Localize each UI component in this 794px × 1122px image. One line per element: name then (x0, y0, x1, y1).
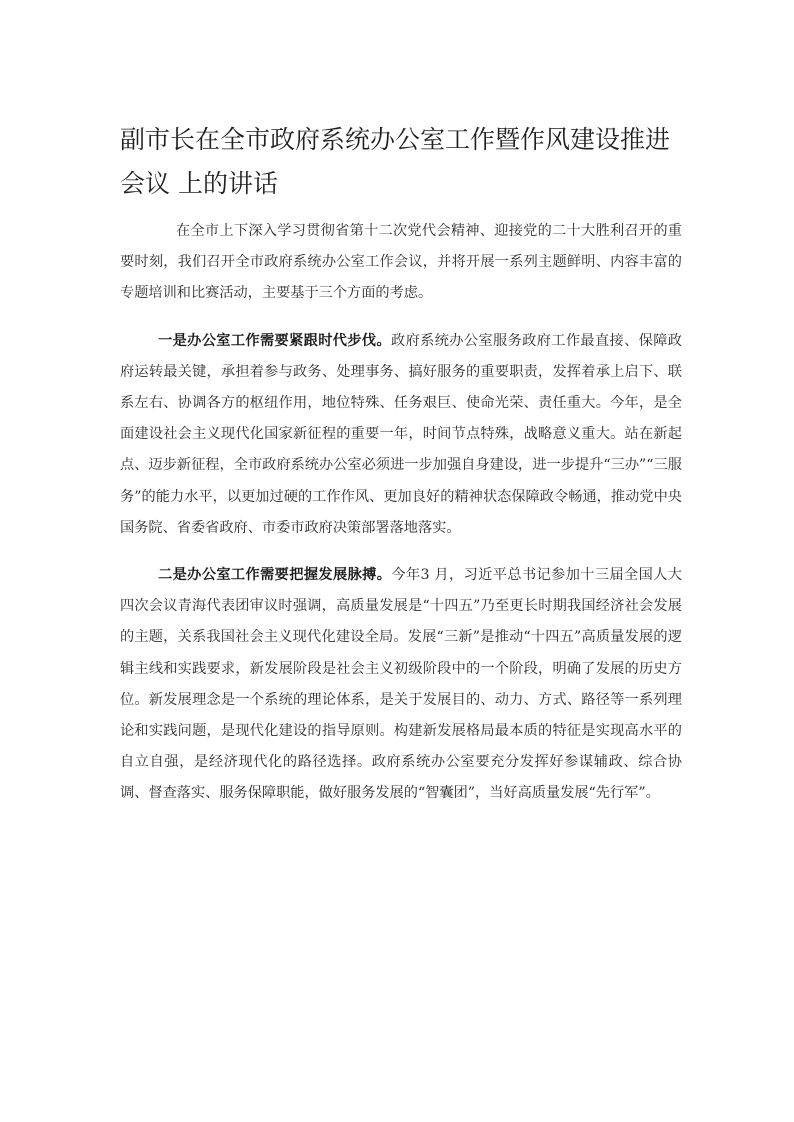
document-body (120, 216, 682, 810)
paragraph-text: 在全市上下深入学习贯彻省第十二次党代会精神、迎接党的二十大胜利召开的重要时刻，我们召开全市政府系统办公室工作会议，并将开展一系列主题鲜明、内容丰富的专题培训和比赛活动，主要基于三个方面的考虑。 (120, 223, 682, 302)
paragraph-point-one (120, 326, 682, 544)
paragraph-intro (120, 216, 682, 310)
paragraph-lead: 二是办公室工作需要把握发展脉搏。 (158, 567, 392, 584)
paragraph-text: 政府系统办公室服务政府工作最直接、保障政府运转最关键，承担着参与政务、处理事务、搞好服务的重要职责，发挥着承上启下、联系左右、协调各方的枢纽作用，地位特殊、任务艰巨、使命光荣、责任重大。今年，是全面建设社会主义现代化国家新征程的重要一年，时间节点特殊，战略意义重大。站在新起点、迈步新征程，全市政府系统办公室必须进一步加强自身建设，进一步提升“三办”“三服务”的能力水平，以更加过硬的工作作风、更加良好的精神状态保障政令畅通，推动党中央国务院、省委省政府、市委市政府决策部署落地落实。 (120, 332, 682, 536)
paragraph-text: 今年3 月，习近平总书记参加十三届全国人大四次会议青海代表团审议时强调，高质量发展是“十四五”乃至更长时期我国经济社会发展的主题，关系我国社会主义现代化建设全局。发展“三新”是推动“十四五”高质量发展的逻辑主线和实践要求，新发展阶段是社会主义初级阶段中的一个阶段，明确了发展的历史方位。新发展理念是一个系统的理论体系，是关于发展目的、动力、方式、路径等一系列理论和实践问题，是现代化建设的指导原则。构建新发展格局最本质的特征是实现高水平的自立自强，是经济现代化的路径选择。政府系统办公室要充分发挥好参谋辅政、综合协调、督查落实、服务保障职能，做好服务发展的“智囊团”，当好高质量发展“先行军”。 (120, 567, 682, 802)
paragraph-lead: 一是办公室工作需要紧跟时代步伐。 (158, 332, 392, 349)
document-title: 副市长在全市政府系统办公室工作暨作风建设推进会议 上的讲话 (120, 125, 671, 198)
paragraph-point-two (120, 560, 682, 810)
